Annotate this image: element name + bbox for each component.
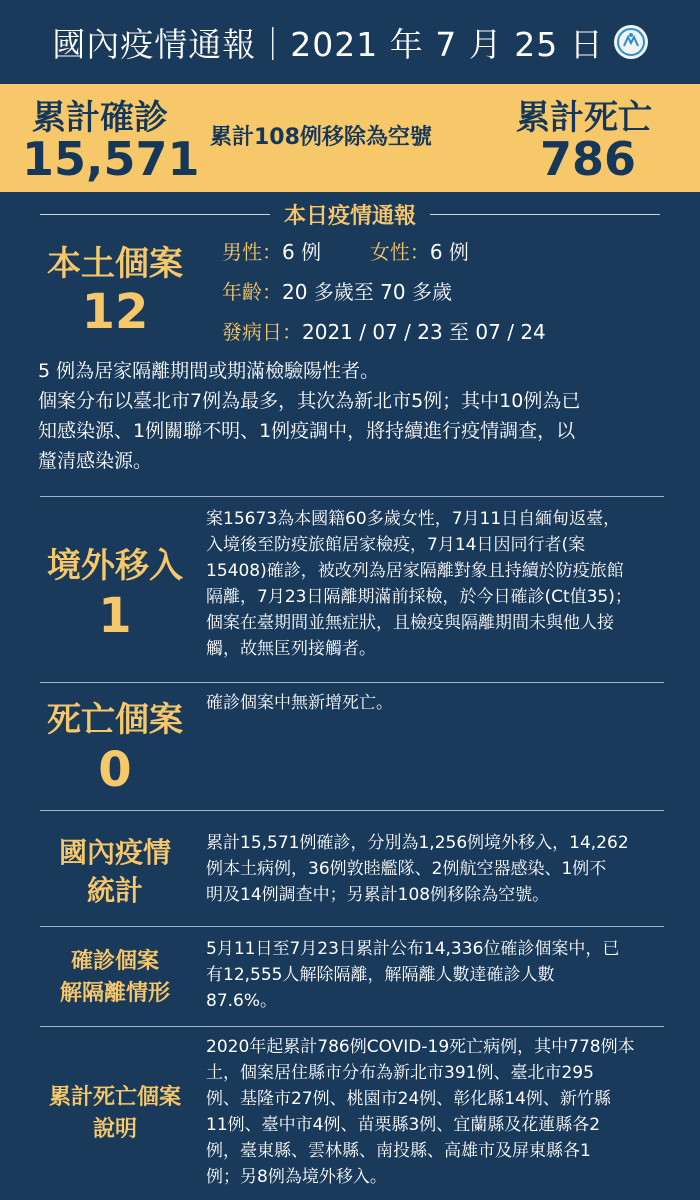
local-line: 5 例為居家隔離期間或期滿檢驗陽性者。 bbox=[38, 360, 380, 382]
female-label: 女性： bbox=[369, 240, 430, 264]
release-paragraph bbox=[206, 936, 619, 1014]
deaths-value: 786 bbox=[540, 132, 637, 186]
age-label: 年齡： bbox=[222, 280, 282, 304]
section-title: 本日疫情通報 bbox=[284, 203, 417, 229]
cdc-emblem-icon bbox=[614, 25, 648, 59]
release-label-line: 確診個案 bbox=[70, 949, 159, 974]
section-divider bbox=[40, 682, 664, 683]
release-line: 有12,555人解除隔離，解隔離人數達確診人數 bbox=[206, 965, 555, 985]
stats-line: 例本土病例，36例敦睦艦隊、2例航空器感染、1例不 bbox=[206, 859, 607, 879]
deaths-text: 確診個案中無新增死亡。 bbox=[206, 693, 393, 713]
section-divider bbox=[40, 496, 664, 497]
confirmed-value: 15,571 bbox=[22, 132, 200, 186]
male-label: 男性： bbox=[222, 240, 282, 264]
death-note-line: 2020年起累計786例COVID-19死亡病例，其中778例本 bbox=[206, 1037, 635, 1057]
release-line: 87.6%。 bbox=[206, 991, 278, 1011]
section-divider bbox=[40, 1026, 664, 1027]
release-label bbox=[28, 946, 202, 1010]
imported-label: 境外移入 bbox=[47, 546, 183, 586]
local-line: 個案分布以臺北市7例為最多，其次為新北市5例；其中10例為已 bbox=[38, 390, 581, 412]
gender-row bbox=[222, 236, 469, 265]
imported-line: 15408)確診，被改列為居家隔離對象且持續於防疫旅館 bbox=[206, 561, 624, 581]
page-title: 國內疫情通報｜2021 年 7 月 25 日 bbox=[52, 24, 604, 64]
section-title-row bbox=[40, 200, 660, 228]
divider-right bbox=[430, 214, 660, 215]
death-note-paragraph bbox=[206, 1034, 635, 1190]
summary-banner bbox=[0, 84, 700, 192]
stats-label-line: 國內疫情 bbox=[58, 836, 171, 869]
stats-label bbox=[30, 834, 200, 910]
death-note-label bbox=[26, 1082, 204, 1146]
death-note-line: 土，個案居住縣市分布為新北市391例、臺北市295 bbox=[206, 1063, 594, 1083]
male-value: 6 例 bbox=[282, 240, 322, 264]
stats-label-line: 統計 bbox=[86, 874, 143, 907]
imported-line: 隔離，7月23日隔離期滿前採檢，於今日確診(Ct值35)； bbox=[206, 587, 632, 607]
removed-note: 累計108例移除為空號 bbox=[210, 125, 432, 150]
onset-row bbox=[222, 316, 546, 345]
deaths-label: 累計死亡 bbox=[516, 98, 652, 138]
release-line: 5月11日至7月23日累計公布14,336位確診個案中，已 bbox=[206, 939, 620, 959]
deaths-section-label: 死亡個案 bbox=[47, 700, 183, 740]
section-divider bbox=[40, 926, 664, 927]
age-value: 20 多歲至 70 多歲 bbox=[282, 280, 452, 304]
imported-paragraph bbox=[206, 506, 632, 662]
onset-value: 2021 / 07 / 23 至 07 / 24 bbox=[302, 320, 546, 344]
deaths-section-count: 0 bbox=[98, 742, 132, 798]
confirmed-label: 累計確診 bbox=[32, 98, 168, 138]
stats-line: 明及14例調查中；另累計108例移除為空號。 bbox=[206, 885, 550, 905]
stats-line: 累計15,571例確診，分別為1,256例境外移入，14,262 bbox=[206, 833, 629, 853]
onset-label: 發病日： bbox=[222, 320, 302, 344]
imported-line: 觸，故無匡列接觸者。 bbox=[206, 639, 376, 659]
age-row bbox=[222, 276, 452, 305]
stats-paragraph bbox=[206, 830, 629, 908]
death-note-line: 11例、臺中市4例、苗栗縣3例、宜蘭縣及花蓮縣各2 bbox=[206, 1115, 601, 1135]
local-count: 12 bbox=[81, 284, 149, 340]
local-line: 知感染源、1例關聯不明、1例疫調中，將持續進行疫情調查，以 bbox=[38, 420, 576, 442]
imported-count: 1 bbox=[98, 588, 132, 644]
death-note-line: 例，臺東縣、雲林縣、南投縣、高雄市及屏東縣各1 bbox=[206, 1141, 591, 1161]
page-header bbox=[0, 0, 700, 84]
imported-line: 案15673為本國籍60多歲女性，7月11日自緬甸返臺， bbox=[206, 509, 621, 529]
death-note-label-line: 說明 bbox=[92, 1117, 137, 1142]
divider-left bbox=[40, 214, 270, 215]
imported-line: 個案在臺期間並無症狀，且檢疫與隔離期間未與他人接 bbox=[206, 613, 614, 633]
imported-line: 入境後至防疫旅館居家檢疫，7月14日因同行者(案 bbox=[206, 535, 586, 555]
death-note-line: 例；另8例為境外移入。 bbox=[206, 1167, 387, 1187]
death-note-line: 例、基隆市27例、桃園市24例、彰化縣14例、新竹縣 bbox=[206, 1089, 611, 1109]
local-paragraph bbox=[38, 356, 580, 476]
death-note-label-line: 累計死亡個案 bbox=[48, 1085, 181, 1110]
release-label-line: 解隔離情形 bbox=[59, 981, 170, 1006]
local-line: 釐清感染源。 bbox=[38, 450, 153, 472]
local-label: 本土個案 bbox=[47, 244, 183, 284]
female-value: 6 例 bbox=[429, 240, 469, 264]
section-divider bbox=[40, 810, 664, 811]
